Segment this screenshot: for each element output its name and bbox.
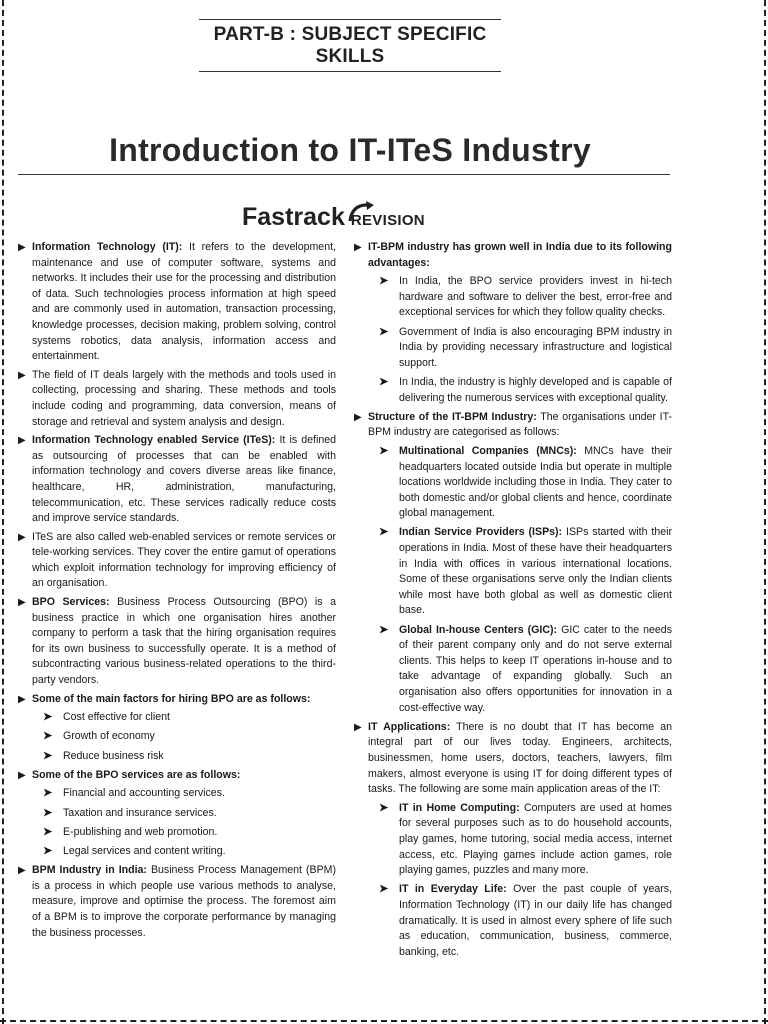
chevron-right-icon: ➤ bbox=[379, 275, 389, 288]
chevron-right-icon: ➤ bbox=[43, 749, 53, 762]
logo-word: Fastrack bbox=[242, 203, 345, 231]
para-structure: ▶ Structure of the IT-BPM Industry: The organisations under IT-BPM industry are categorised as follows: bbox=[354, 410, 672, 439]
para-ites-web: ▶ ITeS are also called web-enabled services or remote services or tele-working services. They cover the entire gamut of operations which exploit information technology for improving efficiency of an organisation. bbox=[18, 530, 336, 590]
chevron-right-icon: ➤ bbox=[379, 325, 389, 338]
page-title: Introduction to IT-ITeS Industry bbox=[109, 132, 591, 168]
para-bpo: ▶ BPO Services: Business Process Outsourcing (BPO) is a business practice in which one organisation hires another company to perform a task that the hiring organisation requires for its own business to successfully operate. It is a method of subcontracting various business-related operations to the third-party vendors. bbox=[18, 596, 336, 687]
bullet-icon: ▶ bbox=[18, 369, 26, 381]
para-bpm-india: ▶ BPM Industry in India: Business Process Management (BPM) is a process in which people use various methods to analyse, measure, improve and optimise the process. The foremost aim of a BPM is to improve the corporate performance by managing the business processes. bbox=[18, 864, 336, 939]
bullet-icon: ▶ bbox=[18, 531, 26, 543]
logo-tag: REVISION bbox=[350, 212, 425, 229]
bullet-icon: ▶ bbox=[18, 693, 26, 705]
para-ites: ▶ Information Technology enabled Service (ITeS): It is defined as outsourcing of processes that can be enabled with information technology and covers diverse areas like finance, healthcare, HR, administration, manufacturing, telecommunication, etc. These services radically reduce costs and improve service standards. bbox=[18, 434, 336, 525]
title-divider bbox=[18, 174, 670, 175]
list-item: ➤ Taxation and insurance services. bbox=[18, 806, 336, 822]
para-it-field: ▶ The field of IT deals largely with the methods and tools used in collecting, processing and sharing. These methods and tools include coding and programming, data conversion, means of storage and retrieval and system analysis and design. bbox=[18, 368, 336, 428]
list-item: ➤ E-publishing and web promotion. bbox=[18, 825, 336, 841]
chevron-right-icon: ➤ bbox=[43, 806, 53, 819]
para-it-applications: ▶ IT Applications: There is no doubt that IT has become an integral part of our lives today. Engineers, architects, businessmen, home users, doctors, teachers, lawyers, film makers, almost everyone is using IT for doing different types of tasks. The following are some main application areas of the IT: bbox=[354, 720, 672, 796]
bullet-icon: ▶ bbox=[18, 242, 26, 253]
para-advantages: ▶ IT-BPM industry has grown well in India due to its following advantages: bbox=[354, 241, 672, 269]
para-bpo-factors: ▶ Some of the main factors for hiring BPO are as follows: bbox=[18, 692, 336, 708]
bullet-icon: ▶ bbox=[18, 597, 26, 609]
fastrack-revision-logo bbox=[242, 196, 425, 232]
bullet-icon: ▶ bbox=[354, 411, 362, 423]
list-item: ➤ Indian Service Providers (ISPs): ISPs started with their operations in India. Most of these have their headquarters in India with offices in various international locations. Some of these organisations serve only the Indian clients while most have both global as well as domestic client base. bbox=[379, 526, 672, 617]
chevron-right-icon: ➤ bbox=[43, 787, 53, 800]
list-item: ➤ Growth of economy bbox=[18, 729, 336, 745]
part-title: PART-B : SUBJECT SPECIFIC SKILLS bbox=[199, 19, 501, 72]
list-item: ➤ Reduce business risk bbox=[18, 749, 336, 765]
chevron-right-icon: ➤ bbox=[43, 730, 53, 743]
chevron-right-icon: ➤ bbox=[43, 844, 53, 857]
bullet-icon: ▶ bbox=[354, 721, 362, 733]
bullet-icon: ▶ bbox=[18, 865, 26, 877]
chevron-right-icon: ➤ bbox=[379, 375, 389, 388]
list-item: ➤ IT in Home Computing: Computers are used at homes for several purposes such as to do household accounts, play games, home tutoring, social media access, internet access, etc. Playing games include action games, role playing games, puzzles and many more. bbox=[379, 801, 672, 877]
chevron-right-icon: ➤ bbox=[379, 526, 389, 539]
para-bpo-services: ▶ Some of the BPO services are as follows: bbox=[18, 768, 336, 784]
bullet-icon: ▶ bbox=[18, 769, 26, 781]
left-column bbox=[18, 240, 336, 944]
chevron-right-icon: ➤ bbox=[379, 623, 389, 636]
chevron-right-icon: ➤ bbox=[43, 711, 53, 724]
page-border-right bbox=[764, 0, 766, 1024]
list-item: ➤ IT in Everyday Life: Over the past couple of years, Information Technology (IT) in our daily life has changed dramatically. It is used in almost every sphere of life such as education, communication, business, commerce, banking, etc. bbox=[379, 883, 672, 958]
list-item: ➤ Financial and accounting services. bbox=[18, 786, 336, 802]
chevron-right-icon: ➤ bbox=[379, 883, 389, 896]
para-it: ▶ Information Technology (IT): It refers to the development, maintenance and use of computer software, systems and networks. It includes their use for the processing and distribution of data. Such technologies process information at high speed and are commonly used in automation, transaction processing, knowledge processes, decision making, problem solving, control systems robotics, data analysis, information access and entertainment. bbox=[18, 241, 336, 363]
chevron-right-icon: ➤ bbox=[379, 444, 389, 457]
right-column bbox=[354, 240, 672, 964]
list-item: ➤ Legal services and content writing. bbox=[18, 844, 336, 860]
page-border-bottom bbox=[0, 1020, 768, 1022]
chevron-right-icon: ➤ bbox=[43, 825, 53, 838]
list-item: ➤ In India, the BPO service providers invest in hi-tech hardware and software to deliver the best, error-free and exceptional services for which they follow quality checks. bbox=[379, 275, 672, 319]
list-item: ➤ In India, the industry is highly developed and is capable of delivering the numerous services with exceptional quality. bbox=[379, 375, 672, 404]
list-item: ➤ Global In-house Centers (GIC): GIC cater to the needs of their parent company only and do not serve external clients. This helps to keep IT operations in-house and to take advantage of expanding globally. Such an organisation also offers opportunities for innovation in a cost-effective way. bbox=[379, 623, 672, 714]
list-item: ➤ Multinational Companies (MNCs): MNCs have their headquarters located outside India but operate in multiple locations worldwide including those in India. They cater to both domestic and/or global clients and hence, coordinate global management. bbox=[379, 444, 672, 520]
list-item: ➤ Government of India is also encouraging BPM industry in India by providing necessary infrastructure and logistical support. bbox=[379, 325, 672, 369]
bullet-icon: ▶ bbox=[18, 435, 26, 447]
list-item: ➤ Cost effective for client bbox=[18, 710, 336, 726]
bullet-icon: ▶ bbox=[354, 242, 362, 253]
chevron-right-icon: ➤ bbox=[379, 801, 389, 814]
